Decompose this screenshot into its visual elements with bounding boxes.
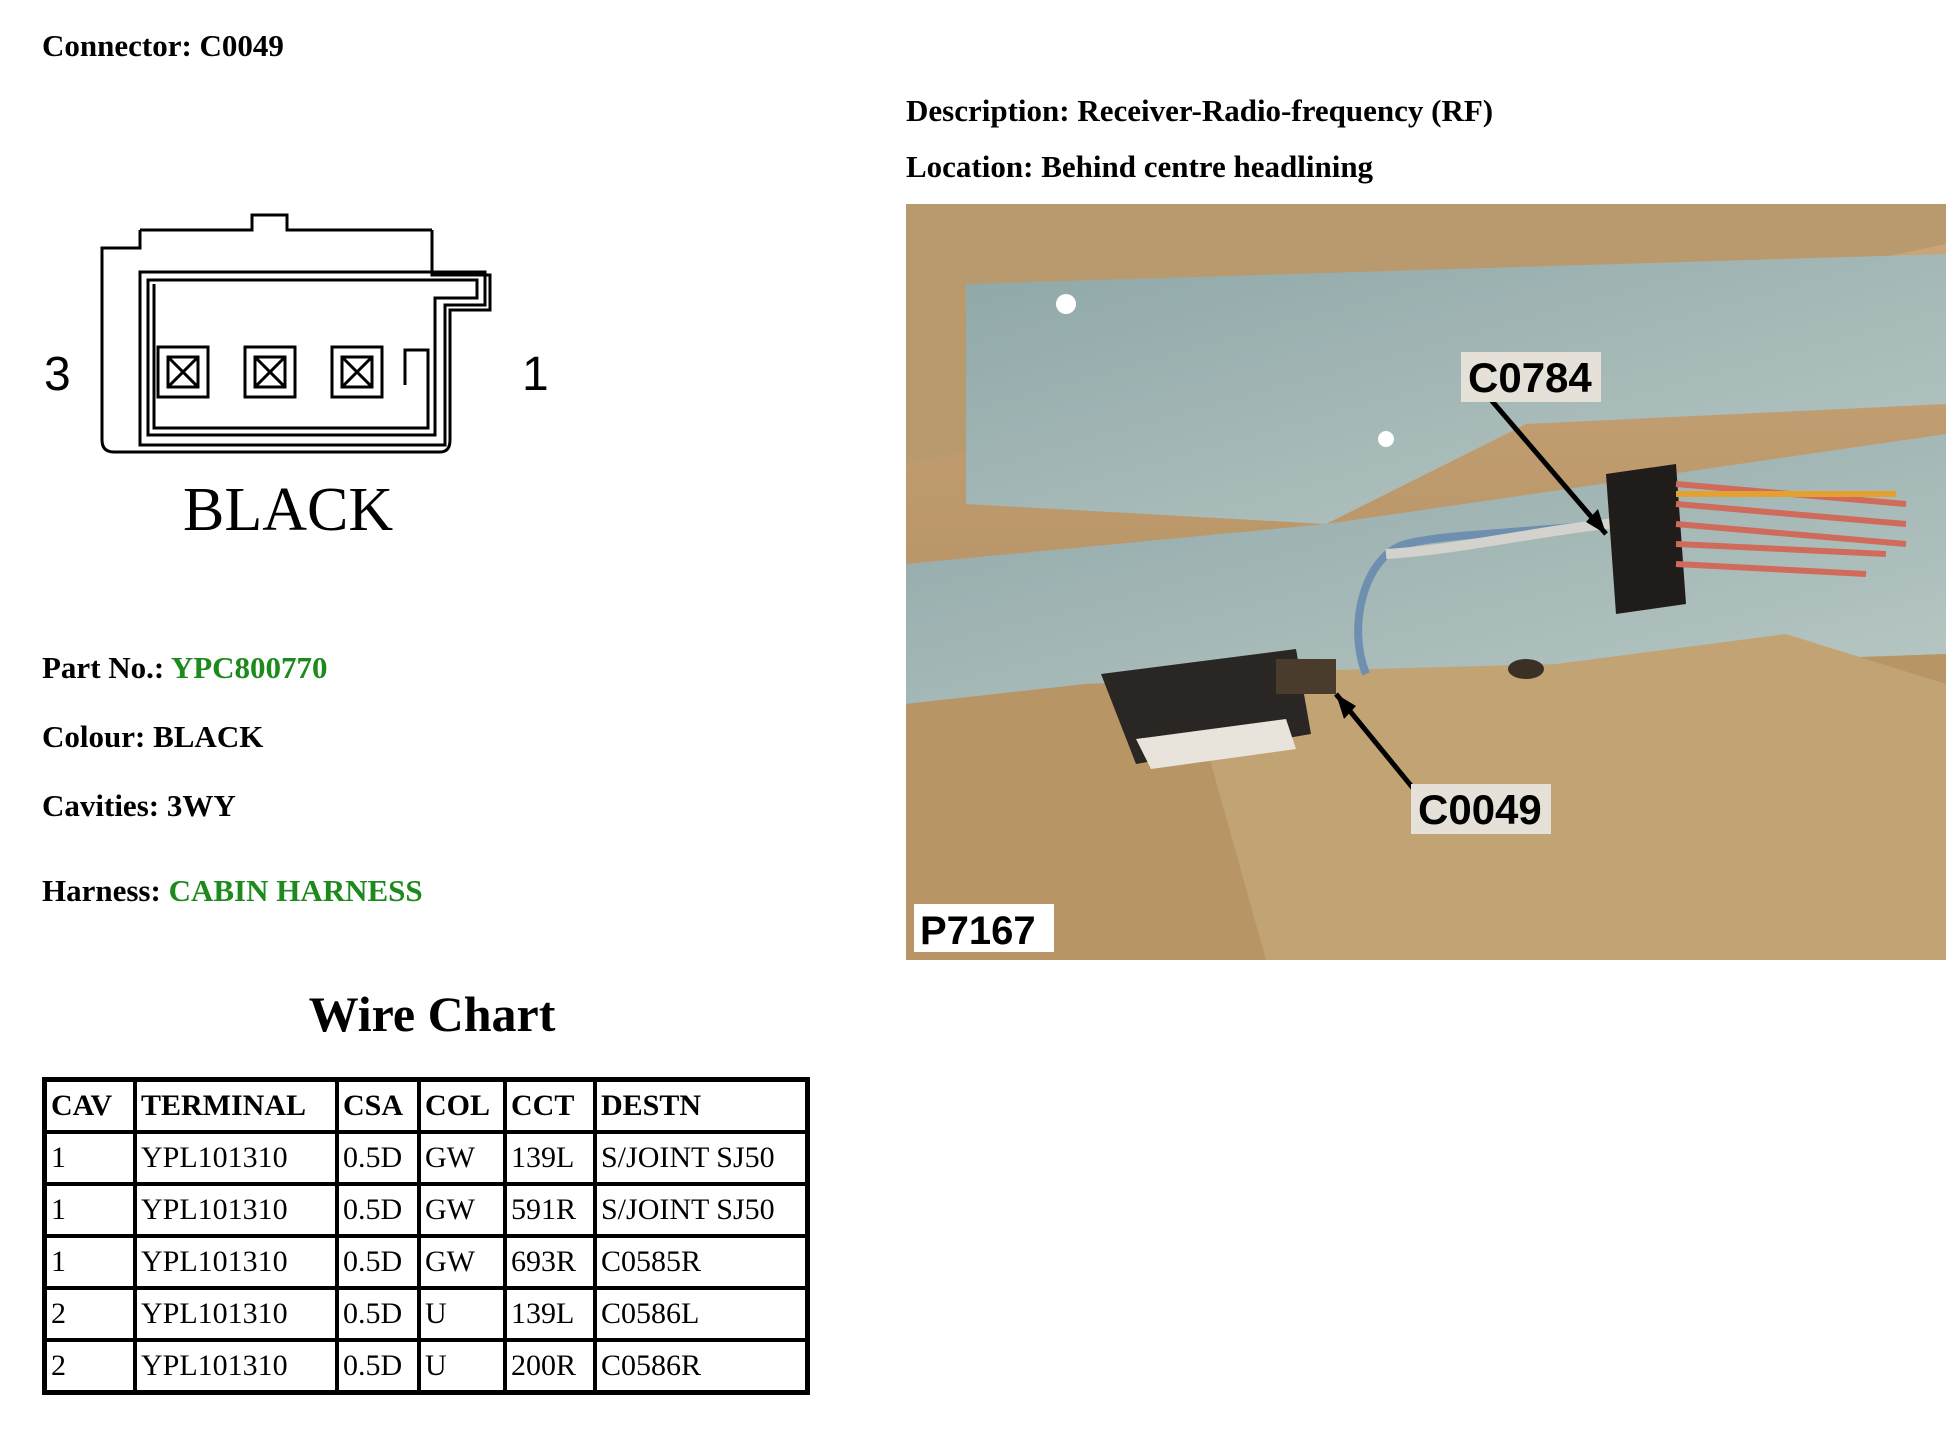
roof-hole-2 bbox=[1378, 431, 1394, 447]
c0049-connector bbox=[1276, 659, 1336, 694]
table-row bbox=[45, 1236, 808, 1288]
roof-hole-1 bbox=[1056, 294, 1076, 314]
table-cell: 0.5D bbox=[337, 1236, 419, 1288]
table-cell: C0585R bbox=[595, 1236, 808, 1288]
table-cell: 139L bbox=[505, 1288, 595, 1340]
table-cell: GW bbox=[419, 1184, 505, 1236]
column-header: COL bbox=[419, 1080, 505, 1133]
table-cell: C0586R bbox=[595, 1340, 808, 1393]
connector-value: C0049 bbox=[199, 28, 284, 63]
location-photo bbox=[906, 204, 1946, 960]
table-cell: 0.5D bbox=[337, 1132, 419, 1184]
table-row bbox=[45, 1184, 808, 1236]
pin-label-left: 3 bbox=[44, 348, 71, 401]
table-cell: 2 bbox=[45, 1288, 136, 1340]
description-line bbox=[906, 93, 1493, 129]
table-cell: 591R bbox=[505, 1184, 595, 1236]
table-cell: 0.5D bbox=[337, 1340, 419, 1393]
column-header: TERMINAL bbox=[135, 1080, 337, 1133]
part-no-label: Part No.: bbox=[42, 650, 165, 685]
harness-line bbox=[42, 873, 423, 909]
connector-label: Connector: bbox=[42, 28, 192, 63]
table-cell: 1 bbox=[45, 1132, 136, 1184]
table-cell: GW bbox=[419, 1132, 505, 1184]
wire-chart-title: Wire Chart bbox=[308, 986, 556, 1042]
location-value: Behind centre headlining bbox=[1041, 149, 1374, 184]
description-value: Receiver-Radio-frequency (RF) bbox=[1077, 93, 1494, 128]
colour-caption: BLACK bbox=[183, 476, 394, 544]
table-cell: 0.5D bbox=[337, 1184, 419, 1236]
table-cell: U bbox=[419, 1340, 505, 1393]
table-cell: YPL101310 bbox=[135, 1236, 337, 1288]
colour-line bbox=[42, 719, 263, 755]
table-cell: 1 bbox=[45, 1236, 136, 1288]
table-cell: YPL101310 bbox=[135, 1288, 337, 1340]
connector-face-diagram bbox=[30, 200, 570, 570]
harness-link[interactable]: CABIN HARNESS bbox=[168, 873, 423, 908]
description-label: Description: bbox=[906, 93, 1070, 128]
table-cell: YPL101310 bbox=[135, 1132, 337, 1184]
table-cell: YPL101310 bbox=[135, 1184, 337, 1236]
column-header: CCT bbox=[505, 1080, 595, 1133]
table-row bbox=[45, 1132, 808, 1184]
part-no-line bbox=[42, 650, 328, 686]
table-row bbox=[45, 1340, 808, 1393]
table-cell: 0.5D bbox=[337, 1288, 419, 1340]
connector-housing-outline bbox=[102, 230, 490, 452]
cavities-line bbox=[42, 788, 236, 824]
column-header: CAV bbox=[45, 1080, 136, 1133]
wire-chart-table bbox=[42, 1077, 810, 1395]
harness-label: Harness: bbox=[42, 873, 161, 908]
cavity-2 bbox=[245, 347, 295, 397]
c0784-connector bbox=[1606, 464, 1686, 614]
table-cell: C0586L bbox=[595, 1288, 808, 1340]
column-header: CSA bbox=[337, 1080, 419, 1133]
table-cell: 2 bbox=[45, 1340, 136, 1393]
part-no-link[interactable]: YPC800770 bbox=[170, 650, 328, 685]
table-cell: YPL101310 bbox=[135, 1340, 337, 1393]
table-cell: 139L bbox=[505, 1132, 595, 1184]
table-cell: 1 bbox=[45, 1184, 136, 1236]
cavities-value: 3WY bbox=[166, 788, 236, 823]
column-header: DESTN bbox=[595, 1080, 808, 1133]
photo-id: P7167 bbox=[920, 909, 1036, 953]
cavity-1 bbox=[332, 347, 382, 397]
location-line bbox=[906, 149, 1373, 185]
table-cell: S/JOINT SJ50 bbox=[595, 1184, 808, 1236]
wire-chart-header-row bbox=[45, 1080, 808, 1133]
pin-label-right: 1 bbox=[522, 348, 549, 401]
connector-latch bbox=[140, 215, 432, 230]
colour-value: BLACK bbox=[153, 719, 264, 754]
table-cell: 200R bbox=[505, 1340, 595, 1393]
callout-c0784: C0784 bbox=[1468, 354, 1592, 401]
connector-title bbox=[42, 28, 284, 64]
table-cell: 693R bbox=[505, 1236, 595, 1288]
roof-hole-3 bbox=[1508, 659, 1544, 679]
colour-label: Colour: bbox=[42, 719, 146, 754]
table-row bbox=[45, 1288, 808, 1340]
table-cell: GW bbox=[419, 1236, 505, 1288]
cavity-3 bbox=[158, 347, 208, 397]
cavities-label: Cavities: bbox=[42, 788, 160, 823]
table-cell: S/JOINT SJ50 bbox=[595, 1132, 808, 1184]
callout-c0049: C0049 bbox=[1418, 786, 1542, 833]
location-label: Location: bbox=[906, 149, 1034, 184]
table-cell: U bbox=[419, 1288, 505, 1340]
